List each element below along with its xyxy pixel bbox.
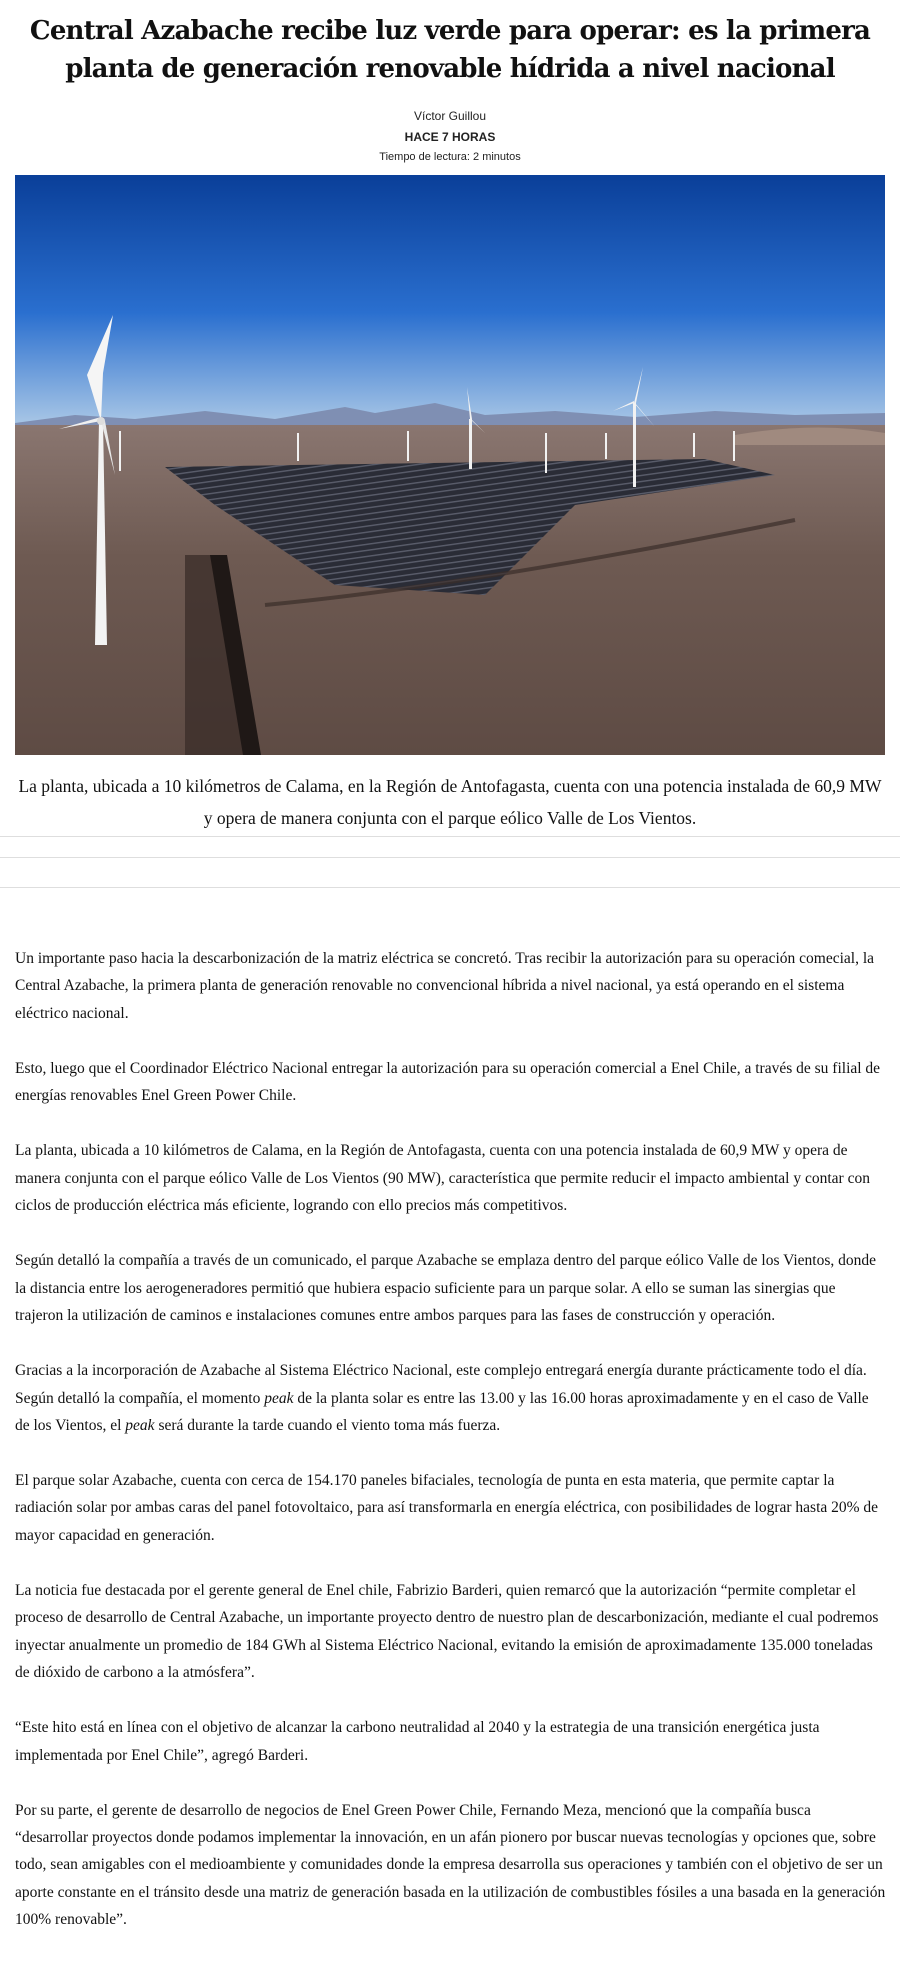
paragraph: La planta, ubicada a 10 kilómetros de Calama, en la Región de Antofagasta, cuenta con una potencia instalada de 60,9 MW y opera de manera conjunta con el parque eólico Valle de Los Vientos (90 MW), característica que permite reducir el impacto ambiental y contar con ciclos de producción eléctrica más eficiente, logrando con ello precios más competitivos. — [15, 1142, 870, 1215]
paragraph: Esto, luego que el Coordinador Eléctrico Nacional entregar la autorización para su operación comercial a Enel Chile, a través de su filial de energías renovables Enel Green Power Chile. — [15, 1059, 881, 1105]
italic-term: peak — [125, 1416, 155, 1434]
sky — [15, 175, 885, 425]
divider — [0, 887, 900, 888]
divider — [0, 857, 900, 858]
paragraph: Por su parte, el gerente de desarrollo de negocios de Enel Green Power Chile, Fernando Meza, mencionó que la compañía busca “desarrollar proyectos donde podamos implementar la innovación, en un afán pionero por buscar nuevas tecnologías y opciones que, sobre todo, sean amigables con el medioambiente y comunidades donde la empresa desarrolla sus operaciones y también con el objetivo de ser un aporte constante en el tránsito desde una matriz de generación basada en la utilización de combustibles fósiles a una basada en la generación 100% renovable”. — [15, 1801, 886, 1929]
paragraph-text: será durante la tarde cuando el viento toma más fuerza. — [154, 1416, 501, 1434]
paragraph-text: de la planta solar es entre las 13.00 y las 16.00 horas aproximadamente y en el caso de Valle de los Vientos, el — [15, 1389, 869, 1434]
paragraph: Según detalló la compañía a través de un comunicado, el parque Azabache se emplaza dentro del parque eólico Valle de los Vientos, donde la distancia entre los aerogeneradores permitió que hubiera espacio suficiente para un parque solar. A ello se suman las sinergias que trajeron la utilización de caminos e instalaciones comunes entre ambos parques para las fases de construcción y operación. — [15, 1252, 877, 1324]
article-body — [15, 945, 887, 1961]
publish-time: HACE 7 HORAS — [404, 130, 496, 144]
paragraph — [15, 1357, 887, 1439]
article-headline: Central Azabache recibe luz verde para operar: es la primera planta de generación renovable hídrida a nivel nacional — [29, 16, 871, 84]
paragraph: El parque solar Azabache, cuenta con cerca de 154.170 paneles bifaciales, tecnología de punta en esta materia, que permite captar la radiación solar por ambas caras del panel fotovoltaico, para así transformarla en energía eléctrica, con posibilidades de lograr hasta 20% de mayor capacidad en generación. — [15, 1472, 879, 1544]
photo-caption: La planta, ubicada a 10 kilómetros de Calama, en la Región de Antofagasta, cuenta con una potencia instalada de 60,9 MW y opera de manera conjunta con el parque eólico Valle de Los Vientos. — [18, 776, 882, 828]
paragraph: Un importante paso hacia la descarbonización de la matriz eléctrica se concretó. Tras recibir la autorización para su operación comecial, la Central Azabache, la primera planta de generación renovable no convencional híbrida a nivel nacional, ya está operando en el sistema eléctrico nacional. — [15, 950, 875, 1022]
paragraph: “Este hito está en línea con el objetivo de alcanzar la carbono neutralidad al 2040 y la estrategia de una transición energética justa implementada por Enel Chile”, agregó Barderi. — [15, 1719, 820, 1764]
divider — [0, 836, 900, 837]
author-name[interactable]: Víctor Guillou — [413, 109, 487, 123]
paragraph: La noticia fue destacada por el gerente general de Enel chile, Fabrizio Barderi, quien remarcó que la autorización “permite completar el proceso de desarrollo de Central Azabache, un importante proyecto dentro de nuestro plan de descarbonización, mediante el cual podremos inyectar anualmente un promedio de 184 GWh al Sistema Eléctrico Nacional, evitando la emisión de aproximadamente 135.000 toneladas de dióxido de carbono a la atmósfera”. — [15, 1582, 879, 1681]
italic-term: peak — [264, 1389, 294, 1407]
reading-time: Tiempo de lectura: 2 minutos — [379, 151, 521, 163]
article-photo — [15, 175, 885, 755]
paragraph-text: Gracias a la incorporación de Azabache al Sistema Eléctrico Nacional, este complejo entregará energía durante prácticamente todo el día. Según detalló la compañía, el momento — [15, 1362, 867, 1407]
